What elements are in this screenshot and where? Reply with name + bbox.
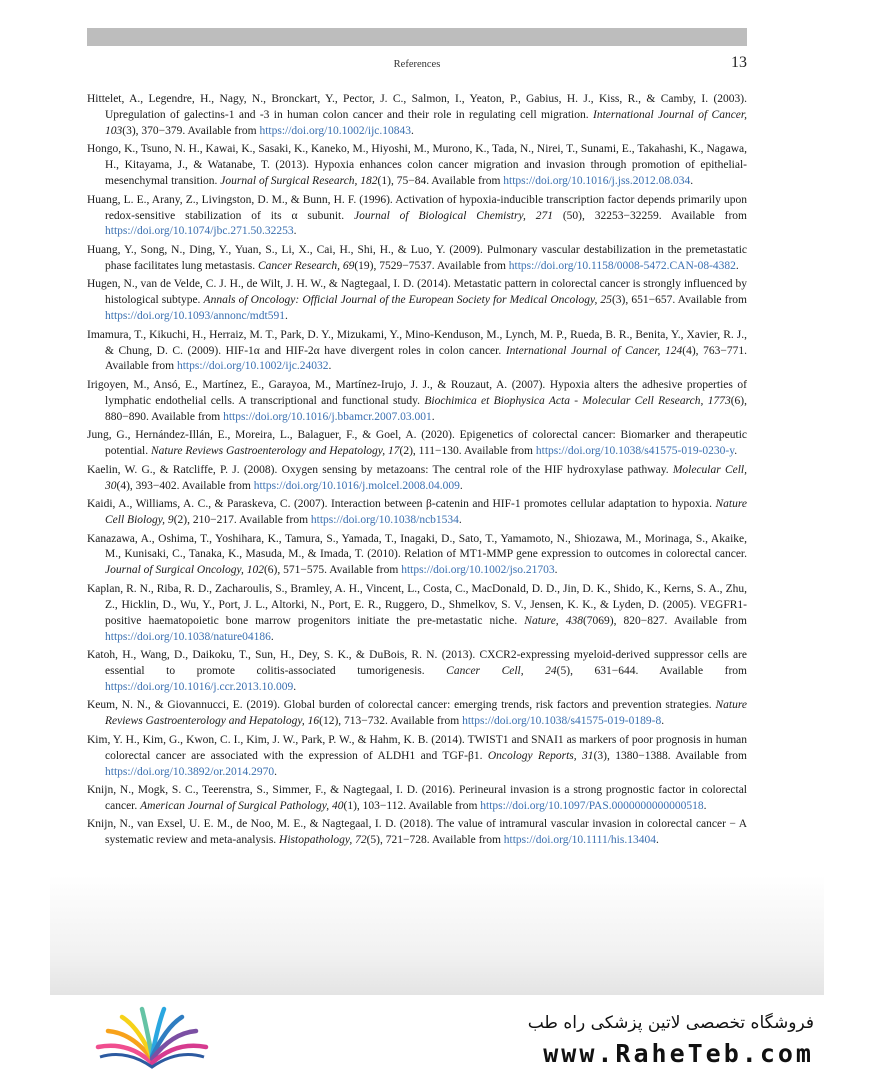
- header-rule: [87, 28, 747, 46]
- reference-text: Huang, L. E., Arany, Z., Livingston, D. M., & Bunn, H. F. (1996). Activation of hypoxia-inducible transcription factor depends primarily upon redox-sensitive stabilization of its α subunit.: [87, 193, 747, 222]
- reference-text: Kaelin, W. G., & Ratcliffe, P. J. (2008). Oxygen sensing by metazoans: The central role of the HIF hydroxylase pathway.: [87, 463, 673, 476]
- reference-entry: [87, 277, 747, 325]
- reference-doi-link[interactable]: https://doi.org/10.1074/jbc.271.50.32253: [105, 225, 294, 238]
- reference-entry: [87, 142, 747, 190]
- reference-text: Hittelet, A., Legendre, H., Nagy, N., Bronckart, Y., Pector, J. C., Salmon, I., Yeaton, P., Gabius, H. J., Kiss, R., & Camby, I. (2003). Upregulation of galectins-1 and -3 in human colon cancer and their role in regulating cell migration.: [87, 93, 747, 121]
- reference-journal: International Journal of Cancer, 124: [505, 344, 683, 357]
- reference-journal: Nature Reviews Gastroenterology and Hepatology, 16: [105, 699, 747, 728]
- reference-journal: Histopathology, 72: [279, 834, 367, 847]
- reference-tail: (12), 713−732. Available from: [319, 715, 463, 728]
- reference-text: Jung, G., Hernández-Illán, E., Moreira, L., Balaguer, F., & Goel, A. (2020). Epigenetics of colorectal cancer: Biomarker and therapeutic potential.: [87, 429, 747, 458]
- reference-text: Katoh, H., Wang, D., Daikoku, T., Sun, H., Dey, S. K., & DuBois, R. N. (2013). CXCR2-expressing myeloid-derived suppressor cells are essential to promote colitis-associated tumorigenesis.: [87, 649, 747, 677]
- reference-journal: Nature Reviews Gastroenterology and Hepatology, 17: [151, 445, 400, 458]
- reference-journal: Cancer Cell, 24: [446, 664, 557, 677]
- store-website-link[interactable]: www.RaheTeb.com: [543, 1039, 814, 1068]
- reference-end: .: [284, 310, 288, 323]
- reference-journal: Journal of Surgical Research, 182: [220, 175, 378, 188]
- reference-entry: [87, 193, 747, 241]
- reference-doi-link[interactable]: https://doi.org/10.1097/PAS.0000000000000518: [480, 799, 704, 812]
- reference-doi-link[interactable]: https://doi.org/10.1016/j.bbamcr.2007.03.001: [223, 410, 432, 423]
- reference-entry: [87, 648, 747, 696]
- reference-text: Kaidi, A., Williams, A. C., & Paraskeva, C. (2007). Interaction between β-catenin and HIF-1 promotes cellular adaptation to hypoxia.: [87, 498, 716, 511]
- reference-text: Hongo, K., Tsuno, N. H., Kawai, K., Sasaki, K., Kaneko, M., Hiyoshi, M., Murono, K., Tada, N., Nirei, T., Sunami, E., Takahashi, K., Nagawa, H., Kitayama, J., & Watanabe, T. (2013). Hypoxia enhances colon cancer migration and invasion through promotion of epithelial-mesenchymal transition.: [87, 143, 747, 188]
- reference-end: .: [293, 225, 297, 238]
- reference-journal: American Journal of Surgical Pathology, 40: [140, 799, 344, 812]
- reference-doi-link[interactable]: https://doi.org/10.1158/0008-5472.CAN-08-4382: [508, 259, 736, 272]
- reference-end: .: [411, 124, 414, 137]
- reference-end: .: [734, 445, 738, 458]
- reference-journal: Oncology Reports, 31: [487, 749, 594, 762]
- reference-end: .: [274, 765, 277, 778]
- store-name: فروشگاه تخصصی لاتین پزشکی راه طب: [527, 1013, 814, 1033]
- reference-journal: Cancer Research, 69: [257, 259, 355, 272]
- reference-journal: International Journal of Cancer, 103: [105, 108, 747, 137]
- reference-doi-link[interactable]: https://doi.org/10.3892/or.2014.2970: [105, 765, 275, 778]
- running-title: References: [393, 59, 441, 70]
- reference-tail: (19), 7529−7537. Available from: [354, 259, 509, 272]
- reference-end: .: [703, 799, 707, 812]
- reference-tail: (5), 631−644. Available from: [556, 664, 747, 677]
- reference-doi-link[interactable]: https://doi.org/10.1038/nature04186: [105, 630, 271, 643]
- reference-journal: Annals of Oncology: Official Journal of the European Society for Medical Oncology, 25: [203, 294, 612, 307]
- reference-journal: Molecular Cell, 30: [105, 463, 747, 492]
- reference-text: Knijn, N., van Exsel, U. E. M., de Noo, M. E., & Nagtegaal, I. D. (2018). The value of intramural vascular invasion in colorectal cancer − A systematic review and meta-analysis.: [87, 818, 747, 847]
- reference-doi-link[interactable]: https://doi.org/10.1038/s41575-019-0230-y: [535, 445, 735, 458]
- reference-doi-link[interactable]: https://doi.org/10.1002/ijc.24032: [176, 360, 329, 373]
- reference-end: .: [270, 630, 274, 643]
- reference-journal: Nature, 438: [524, 614, 583, 627]
- reference-end: .: [735, 259, 739, 272]
- reference-entry: [87, 92, 747, 140]
- running-head: [87, 56, 747, 76]
- reference-tail: (6), 880−890. Available from: [105, 394, 747, 423]
- reference-text: Keum, N. N., & Giovannucci, E. (2019). Global burden of colorectal cancer: emerging trends, risk factors and prevention strategies.: [87, 699, 716, 712]
- reference-entry: [87, 817, 747, 849]
- reference-end: .: [431, 410, 435, 423]
- reference-end: .: [655, 834, 659, 847]
- reference-text: Hugen, N., van de Velde, C. J. H., de Wilt, J. H. W., & Nagtegaal, I. D. (2014). Metastatic pattern in colorectal cancer is strongly influenced by histological subtype.: [87, 278, 747, 307]
- reference-text: Kim, Y. H., Kim, G., Kwon, C. I., Kim, J. W., Park, P. W., & Hahm, K. B. (2014). TWIST1 and SNAI1 as markers of poor prognosis in human colorectal cancer are associated with the expression of ALDH1 and TGF-β1.: [87, 733, 747, 762]
- reference-entry: [87, 378, 747, 426]
- reference-entry: [87, 328, 747, 376]
- reference-end: .: [690, 175, 694, 188]
- reference-journal: Biochimica et Biophysica Acta - Molecular Cell Research, 1773: [424, 394, 731, 407]
- reference-tail: (1), 103−112. Available from: [343, 799, 481, 812]
- reference-tail: (4), 393−402. Available from: [116, 479, 254, 492]
- reference-entry: [87, 532, 747, 580]
- reference-entry: [87, 783, 747, 815]
- reference-doi-link[interactable]: https://doi.org/10.1093/annonc/mdt591: [105, 310, 285, 323]
- reference-journal: Nature Cell Biology, 9: [105, 498, 747, 526]
- reference-text: Huang, Y., Song, N., Ding, Y., Yuan, S., Li, X., Cai, H., Shi, H., & Luo, Y. (2009). Pulmonary vascular destabilization in the premetastatic phase facilitates lung metastasis.: [87, 243, 747, 272]
- reference-tail: (3), 1380−1388. Available from: [593, 749, 748, 762]
- reference-end: .: [458, 514, 462, 526]
- reference-entry: [87, 497, 747, 529]
- reference-doi-link[interactable]: https://doi.org/10.1016/j.molcel.2008.04.009: [253, 479, 460, 492]
- reference-doi-link[interactable]: https://doi.org/10.1038/s41575-019-0189-8: [462, 715, 662, 728]
- reference-tail: (3), 370−379. Available from: [122, 124, 260, 137]
- reference-tail: (1), 75−84. Available from: [377, 175, 504, 188]
- reference-tail: (3), 651−657. Available from: [611, 294, 747, 307]
- reference-list: [87, 92, 747, 852]
- reference-text: Imamura, T., Kikuchi, H., Herraiz, M. T., Park, D. Y., Mizukami, Y., Mino-Kenduson, M., Lynch, M. P., Rueda, B. R., Benita, Y., Xavier, R. J., & Chung, D. C. (2009). HIF-1α and HIF-2α have divergent roles in colon cancer.: [87, 328, 747, 357]
- reference-entry: [87, 428, 747, 460]
- reference-end: .: [328, 360, 332, 373]
- reference-entry: [87, 698, 747, 730]
- reference-text: Knijn, N., Mogk, S. C., Teerenstra, S., Simmer, F., & Nagtegaal, I. D. (2016). Perineural invasion is a strong prognostic factor in colorectal cancer.: [87, 784, 747, 812]
- reference-journal: Journal of Biological Chemistry, 271: [354, 209, 553, 222]
- reference-doi-link[interactable]: https://doi.org/10.1016/j.jss.2012.08.034: [503, 175, 691, 188]
- reference-text: Kaplan, R. N., Riba, R. D., Zacharoulis, S., Bramley, A. H., Vincent, L., Costa, C., MacDonald, D. D., Jin, D. K., Shido, K., Kerns, S. A., Zhu, Z., Hicklin, D., Wu, Y., Port, J. L., Altorki, N., Port, E. R., Ruggero, D., Shmelkov, S. V., Jensen, K. K., & Lyden, D. (2005). VEGFR1-positive haematopoietic bone marrow progenitors initiate the pre-metastatic niche.: [87, 582, 747, 627]
- open-book-logo-icon: [92, 1001, 212, 1077]
- reference-entry: [87, 582, 747, 646]
- reference-tail: (5), 721−728. Available from: [366, 834, 504, 847]
- reference-entry: [87, 463, 747, 495]
- page-number: 13: [731, 54, 747, 71]
- reference-entry: [87, 243, 747, 275]
- reference-end: .: [661, 715, 665, 728]
- reference-doi-link[interactable]: https://doi.org/10.1002/jso.21703: [401, 564, 555, 577]
- reference-tail: (6), 571−575. Available from: [263, 564, 402, 577]
- reference-doi-link[interactable]: https://doi.org/10.1002/ijc.10843: [259, 124, 411, 137]
- reference-tail: (2), 111−130. Available from: [399, 445, 536, 458]
- reference-tail: (7069), 820−827. Available from: [582, 614, 747, 627]
- reference-tail: (2), 210−217. Available from: [173, 514, 311, 526]
- reference-journal: Journal of Surgical Oncology, 102: [105, 564, 264, 577]
- reference-entry: [87, 733, 747, 781]
- reference-text: Irigoyen, M., Ansó, E., Martínez, E., Garayoa, M., Martínez-Irujo, J. J., & Rouzaut, A. (2007). Hypoxia alters the adhesive properties of lymphatic endothelial cells. A transcriptional and functional study.: [87, 378, 747, 407]
- reference-end: .: [293, 680, 297, 693]
- reference-text: Kanazawa, A., Oshima, T., Yoshihara, K., Tamura, S., Yamada, T., Inagaki, D., Sato, T., Yamamoto, N., Shiozawa, M., Morinaga, S., Akaike, M., Kunisaki, C., Tanaka, K., Masuda, M., & Imada, T. (2010). Relation of MT1-MMP gene expression to outcomes in colorectal cancer.: [87, 532, 747, 561]
- reference-end: .: [459, 479, 463, 492]
- reference-tail: (50), 32253−32259. Available from: [552, 209, 747, 222]
- publisher-footer: [0, 995, 876, 1080]
- reference-tail: (4), 763−771. Available from: [105, 344, 747, 373]
- reference-doi-link[interactable]: https://doi.org/10.1038/ncb1534: [310, 514, 459, 526]
- reference-doi-link[interactable]: https://doi.org/10.1111/his.13404: [503, 834, 656, 847]
- reference-doi-link[interactable]: https://doi.org/10.1016/j.ccr.2013.10.009: [105, 680, 294, 693]
- reference-end: .: [554, 564, 558, 577]
